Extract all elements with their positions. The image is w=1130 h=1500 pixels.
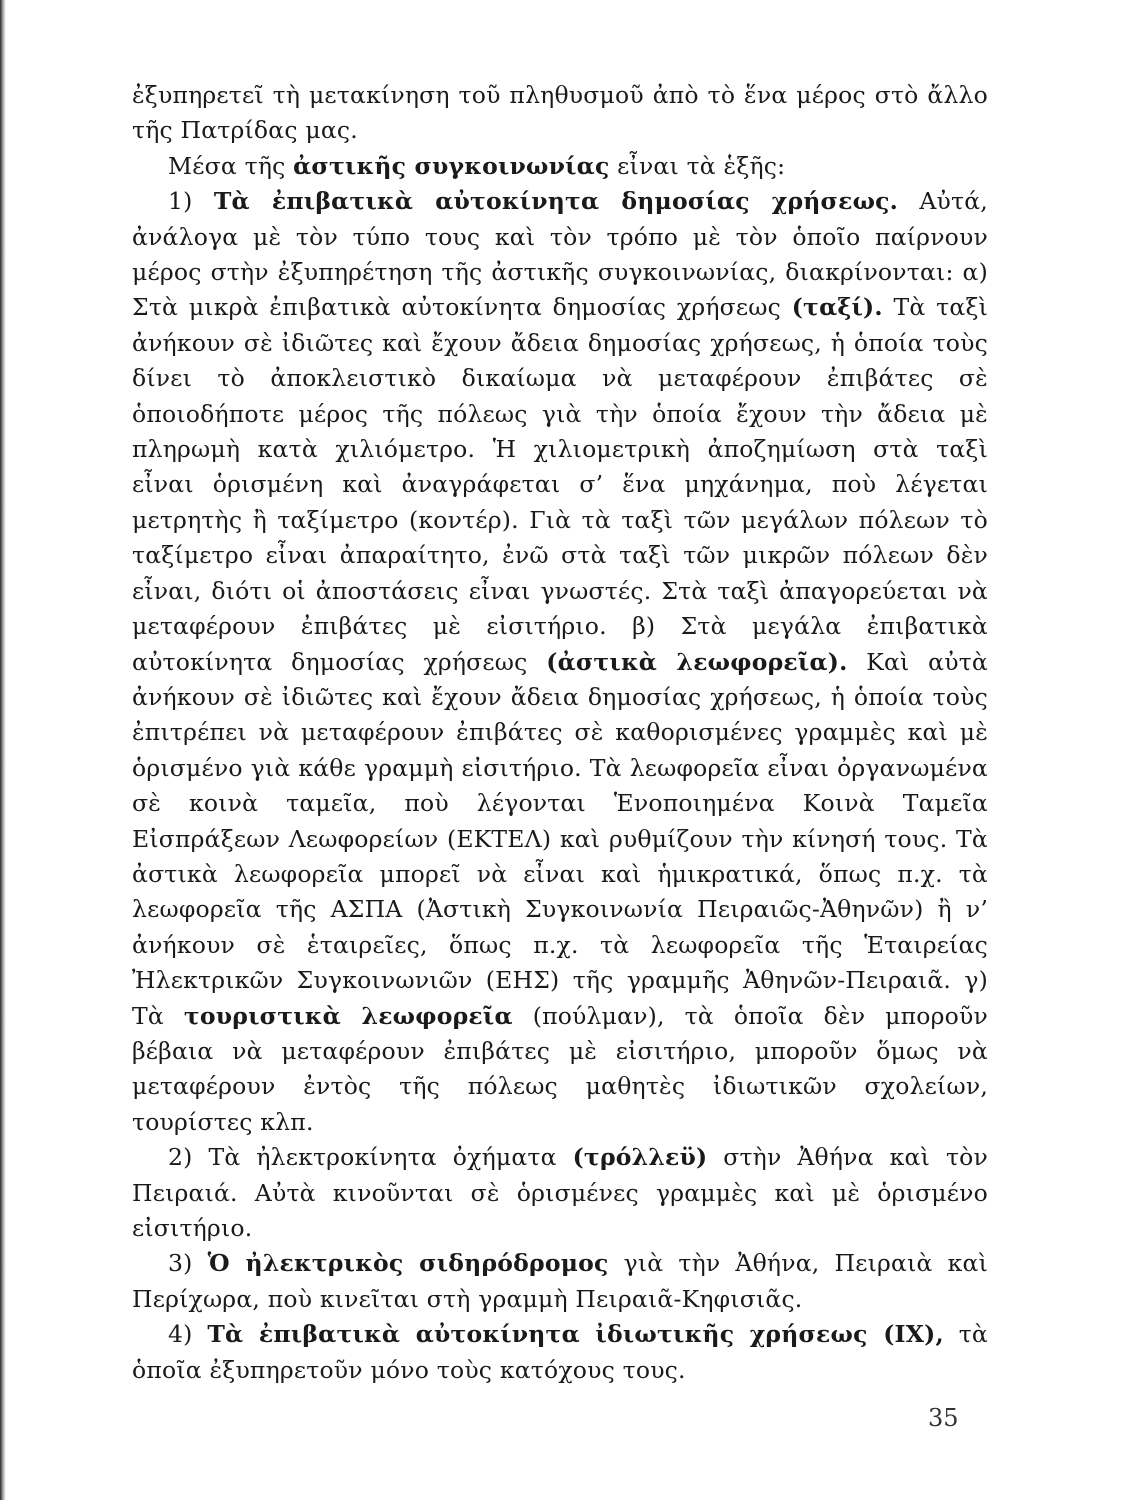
text-span: γιὰ τὴν Ἀθήνα, Πειραιὰ καὶ Περίχωρα, ποὺ κινεῖται στὴ γραμμὴ Πειραιᾶ-Κηφισιᾶς.	[132, 1249, 988, 1313]
text-span: Μέσα τῆς	[168, 151, 294, 180]
text-span: (πούλμαν), τὰ ὁποῖα δὲν μποροῦν βέβαια νὰ μεταφέρουν ἐπιβάτες μὲ εἰσιτήριο, μποροῦν ὅμως νὰ μεταφέρουν ἐντὸς τῆς πόλεως μαθητὲς ἰδιωτικῶν σχολείων, τουρίστες κλπ.	[132, 1001, 988, 1136]
text-span: Τὰ ταξὶ ἀνήκουν σὲ ἰδιῶτες καὶ ἔχουν ἄδεια δημοσίας χρήσεως, ἡ ὁποία τοὺς δίνει τὸ ἀποκλειστικὸ δικαίωμα νὰ μεταφέρουν ἐπιβάτες σὲ ὁποιοδήποτε μέρος τῆς πόλεως γιὰ τὴν ὁποία ἔχουν τὴν ἄδεια μὲ πληρωμὴ κατὰ χιλιόμετρο. Ἡ χιλιομετρικὴ ἀποζημίωση στὰ ταξὶ εἶναι ὁρισμένη καὶ ἀναγράφεται σ’ ἕνα μηχάνημα, ποὺ λέγεται μετρητὴς ἢ ταξίμετρο (κοντέρ). Γιὰ τὰ ταξὶ τῶν μεγάλων πόλεων τὸ ταξίμετρο εἶναι ἀπαραίτητο, ἐνῶ στὰ ταξὶ τῶν μικρῶν πόλεων δὲν εἶναι, διότι οἱ ἀποστάσεις εἶναι γνωστές. Στὰ ταξὶ ἀπαγορεύεται νὰ μεταφέρουν ἐπιβάτες μὲ εἰσιτήριο. β) Στὰ μεγάλα ἐπιβατικὰ αὐτοκίνητα δημοσίας χρήσεως	[132, 293, 988, 676]
bold-text-span: Τὰ ἐπιβατικὰ αὐτοκίνητα δημοσίας χρήσεως.	[213, 187, 899, 216]
text-span: τὰ ὁποῖα ἐξυπηρετοῦν μόνο τοὺς κατόχους τους.	[132, 1320, 988, 1384]
paragraph	[132, 78, 988, 149]
paragraph	[132, 1246, 988, 1317]
text-span: Καὶ αὐτὰ ἀνήκουν σὲ ἰδιῶτες καὶ ἔχουν ἄδεια δημοσίας χρήσεως, ἡ ὁποία τοὺς ἐπιτρέπει νὰ μεταφέρουν ἐπιβάτες σὲ καθορισμένες γραμμὲς καὶ μὲ ὁρισμένο γιὰ κάθε γραμμὴ εἰσιτήριο. Τὰ λεωφορεῖα εἶναι ὀργανωμένα σὲ κοινὰ ταμεῖα, ποὺ λέγονται Ἑνοποιημένα Κοινὰ Ταμεῖα Εἰσπράξεων Λεωφορείων (ΕΚΤΕΛ) καὶ ρυθμίζουν τὴν κίνησή τους. Τὰ ἀστικὰ λεωφορεῖα μπορεῖ νὰ εἶναι καὶ ἡμικρατικά, ὅπως π.χ. τὰ λεωφορεῖα τῆς ΑΣΠΑ (Ἀστικὴ Συγκοινωνία Πειραιῶς-Ἀθηνῶν) ἢ ν’ ἀνήκουν σὲ ἑταιρεῖες, ὅπως π.χ. τὰ λεωφορεῖα τῆς Ἑταιρείας Ἠλεκτρικῶν Συγκοινωνιῶν (ΕΗΣ) τῆς γραμμῆς Ἀθηνῶν-Πειραιᾶ. γ) Τὰ	[132, 647, 989, 1030]
text-span: 4)	[168, 1320, 208, 1349]
bold-text-span: ἀστικῆς συγκοινωνίας	[293, 151, 610, 180]
page-number: 35	[928, 1404, 959, 1432]
text-span: στὴν Ἀθήνα καὶ τὸν Πειραιά. Αὐτὰ κινοῦνται σὲ ὁρισμένες γραμμὲς καὶ μὲ ὁρισμένο εἰσιτήριο.	[132, 1143, 988, 1242]
paragraph	[132, 1317, 988, 1388]
text-span: εἶναι τὰ ἑξῆς:	[609, 151, 786, 180]
text-span: 2) Τὰ ἠλεκτροκίνητα ὀχήματα	[168, 1143, 573, 1172]
paragraph	[132, 149, 988, 184]
text-span: 1)	[168, 187, 214, 216]
paragraph	[132, 184, 988, 1140]
bold-text-span: (τρόλλεϋ)	[572, 1143, 708, 1172]
bold-text-span: (ταξί).	[791, 293, 883, 322]
document-body	[132, 78, 988, 1388]
text-span: ἐξυπηρετεῖ τὴ μετακίνηση τοῦ πληθυσμοῦ ἀπὸ τὸ ἕνα μέρος στὸ ἄλλο τῆς Πατρίδας μας.	[132, 81, 988, 145]
bold-text-span: τουριστικὰ λεωφορεῖα	[183, 1001, 513, 1030]
text-span: 3)	[168, 1249, 208, 1278]
bold-text-span: Τὰ ἐπιβατικὰ αὐτοκίνητα ἰδιωτικῆς χρήσεως (ΙΧ),	[207, 1320, 944, 1349]
text-span: Αὐτά, ἀνάλογα μὲ τὸν τύπο τους καὶ τὸν τρόπο μὲ τὸν ὁποῖο παίρνουν μέρος στὴν ἐξυπηρέτηση τῆς ἀστικῆς συγκοινωνίας, διακρίνονται: α) Στὰ μικρὰ ἐπιβατικὰ αὐτοκίνητα δημοσίας χρήσεως	[132, 187, 988, 322]
bold-text-span: Ὁ ἠλεκτρικὸς σιδηρόδρομος	[207, 1249, 609, 1278]
page-edge-shadow	[0, 0, 6, 1500]
bold-text-span: (ἀστικὰ λεωφορεῖα).	[546, 647, 848, 676]
paragraph	[132, 1140, 988, 1246]
